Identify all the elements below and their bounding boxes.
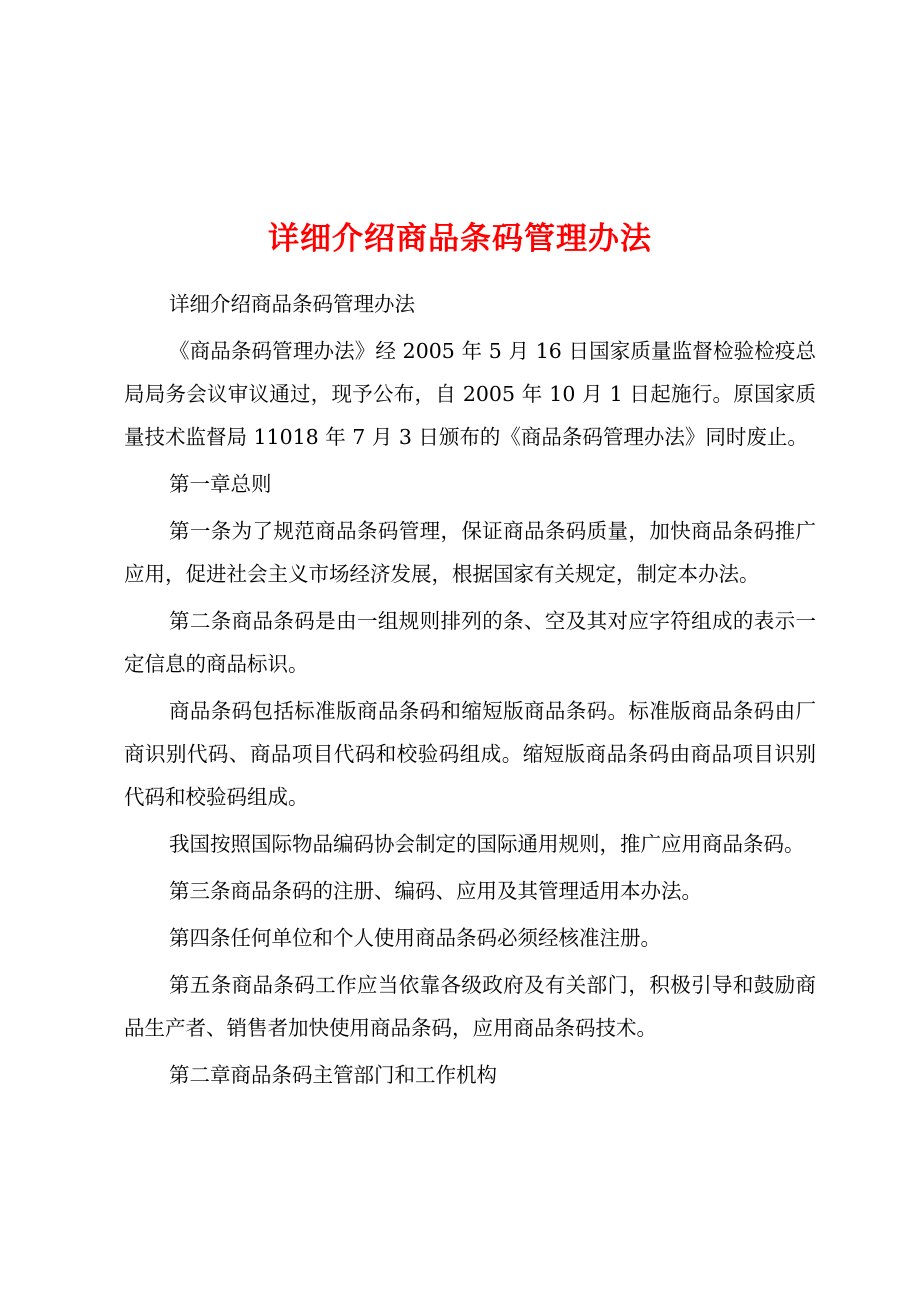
paragraph-article-3: 第三条商品条码的注册、编码、应用及其管理适用本办法。 [169, 879, 702, 903]
chapter-heading-1: 第一章总则 [169, 472, 272, 496]
paragraph-barcode-types: 商品条码包括标准版商品条码和缩短版商品条码。标准版商品条码由厂商识别代码、商品项目代码和校验码组成。缩短版商品条码由商品项目识别代码和校验码组成。 [124, 699, 816, 809]
document-body [124, 283, 816, 1097]
paragraph-article-5: 第五条商品条码工作应当依靠各级政府及有关部门，积极引导和鼓励商品生产者、销售者加快使用商品条码，应用商品条码技术。 [124, 973, 816, 1040]
paragraph-preamble: 《商品条码管理办法》经 2005 年 5 月 16 日国家质量监督检验检疫总局局务会议审议通过，现予公布，自 2005 年 10 月 1 日起施行。原国家质量技术监督局 11018 年 7 月 3 日颁布的《商品条码管理办法》同时废止。 [124, 339, 816, 449]
paragraph-article-1: 第一条为了规范商品条码管理，保证商品条码质量，加快商品条码推广应用，促进社会主义市场经济发展，根据国家有关规定，制定本办法。 [124, 519, 816, 586]
paragraph-subtitle: 详细介绍商品条码管理办法 [169, 292, 415, 316]
chapter-heading-2: 第二章商品条码主管部门和工作机构 [169, 1063, 497, 1087]
document-title: 详细介绍商品条码管理办法 [268, 220, 652, 257]
paragraph-article-2: 第二条商品条码是由一组规则排列的条、空及其对应字符组成的表示一定信息的商品标识。 [124, 609, 816, 676]
paragraph-article-4: 第四条任何单位和个人使用商品条码必须经核准注册。 [169, 926, 661, 950]
paragraph-international-rules: 我国按照国际物品编码协会制定的国际通用规则，推广应用商品条码。 [169, 832, 805, 856]
